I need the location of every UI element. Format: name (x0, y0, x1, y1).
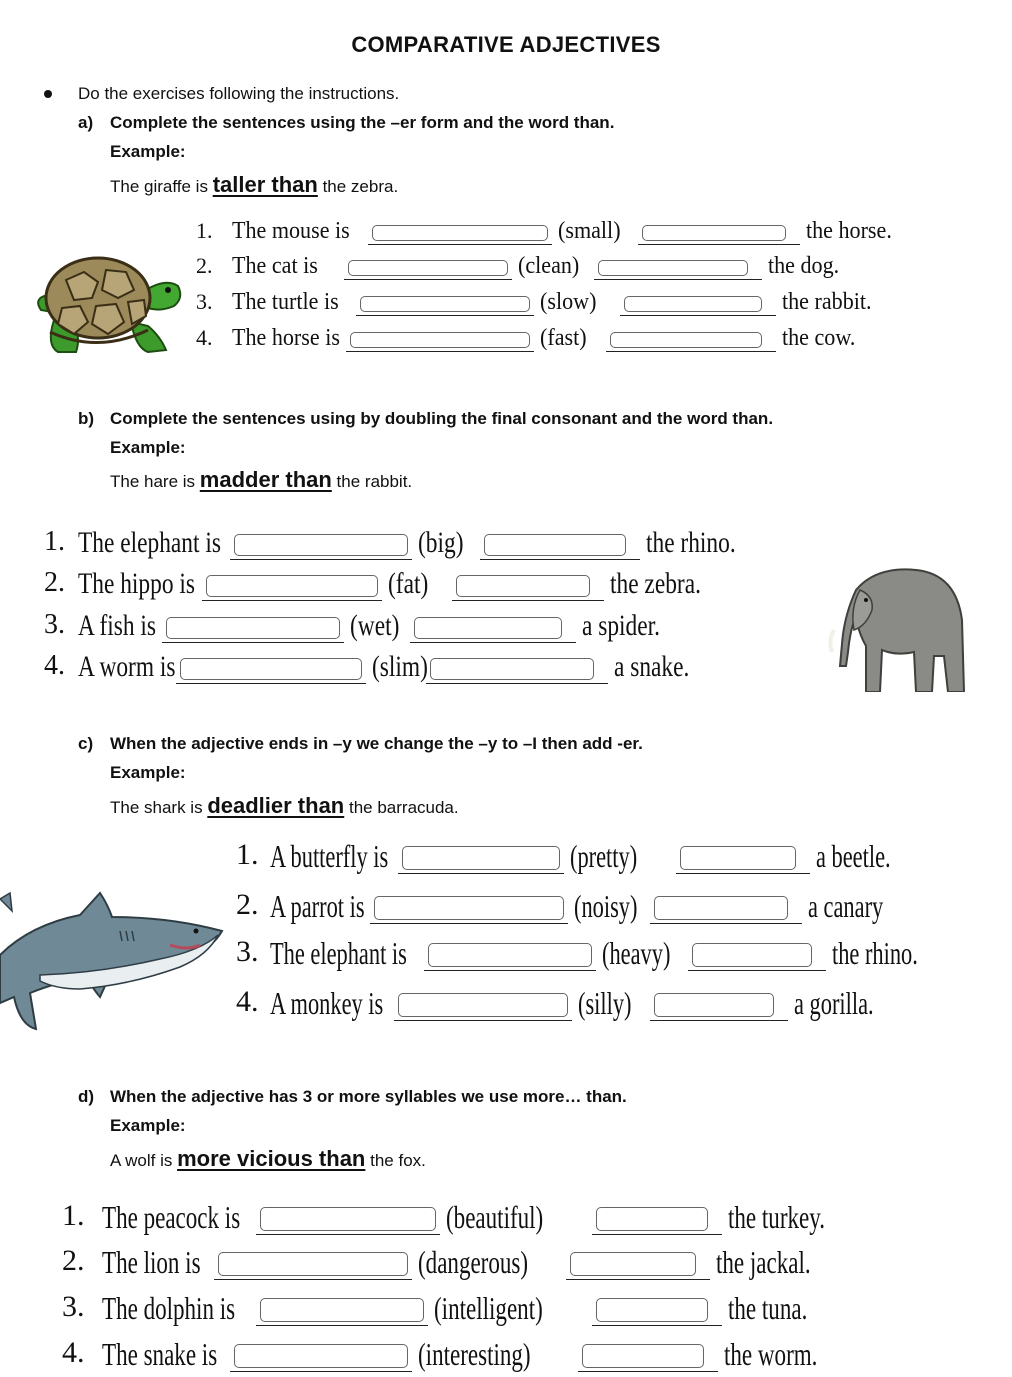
section-a-heading (78, 113, 614, 133)
answer-blank-than[interactable] (650, 991, 788, 1021)
question-subject: The hippo is (78, 567, 195, 600)
adjective-hint: (slow) (540, 289, 597, 315)
question-number: 4. (236, 985, 259, 1018)
section-d-heading (78, 1087, 627, 1107)
answer-blank-than[interactable] (566, 1250, 710, 1280)
answer-box[interactable] (654, 896, 788, 920)
example-answer: madder than (199, 467, 332, 492)
question-ending: the rhino. (646, 526, 736, 559)
question-subject: The dolphin is (102, 1290, 236, 1326)
adjective-hint: (silly) (578, 985, 632, 1021)
answer-box[interactable] (596, 1298, 708, 1322)
adjective-hint: (heavy) (602, 935, 671, 971)
example-before: The shark is (110, 798, 203, 817)
adjective-hint: (noisy) (574, 888, 638, 924)
adjective-hint: (clean) (518, 253, 580, 279)
question-number: 3. (236, 935, 259, 968)
example-before: A wolf is (110, 1151, 173, 1170)
answer-box[interactable] (374, 896, 564, 920)
example-after: the rabbit. (336, 472, 413, 491)
answer-blank-than[interactable] (606, 330, 776, 353)
question-number: 3. (62, 1290, 85, 1323)
question-number: 2. (62, 1244, 85, 1277)
answer-blank-comparative[interactable] (344, 258, 512, 281)
adjective-hint: (fast) (540, 325, 587, 351)
answer-blank-than[interactable] (452, 573, 604, 601)
question-ending: a canary (808, 888, 884, 924)
example-answer: taller than (212, 172, 318, 197)
section-a-example-sentence (110, 172, 398, 198)
question-subject: The lion is (102, 1244, 201, 1280)
example-before: The giraffe is (110, 177, 208, 196)
answer-blank-than[interactable] (480, 532, 640, 560)
question-subject: A fish is (78, 609, 157, 642)
answer-box[interactable] (598, 260, 748, 277)
answer-box[interactable] (610, 332, 762, 349)
answer-box[interactable] (260, 1207, 436, 1231)
question-subject: The horse is (232, 325, 340, 351)
section-c-heading-text: When the adjective ends in –y we change the –y to –I then add -er. (110, 734, 643, 753)
adjective-hint: (big) (418, 526, 464, 559)
question-ending: a snake. (614, 650, 690, 683)
answer-blank-comparative[interactable] (346, 330, 534, 353)
question-subject: The elephant is (270, 935, 407, 971)
answer-box[interactable] (624, 296, 762, 313)
answer-blank-comparative[interactable] (370, 894, 568, 924)
answer-blank-comparative[interactable] (162, 615, 344, 643)
question-number: 4. (62, 1336, 85, 1369)
answer-blank-than[interactable] (688, 941, 826, 971)
question-ending: a gorilla. (794, 985, 874, 1021)
page-title: COMPARATIVE ADJECTIVES (351, 32, 661, 57)
example-after: the fox. (370, 1151, 426, 1170)
question-ending: the zebra. (610, 567, 701, 600)
answer-box[interactable] (372, 225, 548, 242)
answer-blank-than[interactable] (410, 615, 576, 643)
answer-box[interactable] (180, 658, 362, 680)
question-number: 3. (44, 609, 65, 640)
question-subject: A monkey is (270, 985, 384, 1021)
turtle-illustration (36, 250, 186, 360)
section-d-example-label: Example: (110, 1116, 186, 1135)
answer-box[interactable] (398, 993, 568, 1017)
answer-blank-than[interactable] (650, 894, 802, 924)
answer-blank-comparative[interactable] (214, 1250, 412, 1280)
adjective-hint: (interesting) (418, 1336, 531, 1372)
instruction-text: Do the exercises following the instructions. (78, 84, 400, 103)
answer-box[interactable] (430, 658, 594, 680)
answer-blank-comparative[interactable] (202, 573, 382, 601)
question-ending: the turkey. (728, 1199, 826, 1235)
section-a-label: a) (78, 113, 94, 132)
section-d-label: d) (78, 1087, 95, 1106)
section-c-label: c) (78, 734, 94, 753)
answer-box[interactable] (414, 617, 562, 639)
section-c-heading (78, 734, 643, 754)
question-number: 4. (196, 325, 213, 350)
section-b-label: b) (78, 409, 95, 428)
answer-box[interactable] (582, 1344, 704, 1368)
adjective-hint: (wet) (350, 609, 400, 642)
question-number: 2. (196, 253, 213, 278)
answer-box[interactable] (166, 617, 340, 639)
question-number: 3. (196, 289, 213, 314)
answer-blank-than[interactable] (676, 844, 810, 874)
answer-box[interactable] (692, 943, 812, 967)
answer-blank-comparative[interactable] (356, 294, 534, 317)
section-b-heading-text: Complete the sentences using by doubling the final consonant and the word than. (110, 409, 774, 428)
adjective-hint: (slim) (372, 650, 428, 683)
example-after: the barracuda. (348, 798, 459, 817)
answer-blank-comparative[interactable] (398, 844, 564, 874)
section-c-example-label: Example: (110, 763, 186, 782)
adjective-hint: (dangerous) (418, 1244, 529, 1280)
question-subject: The mouse is (232, 218, 350, 244)
question-number: 1. (44, 526, 65, 557)
question-subject: The elephant is (78, 526, 221, 559)
question-number: 2. (236, 888, 259, 921)
answer-box[interactable] (206, 575, 378, 597)
section-a-heading-text: Complete the sentences using the –er form and the word than. (110, 113, 615, 132)
question-subject: The cat is (232, 253, 318, 279)
question-number: 2. (44, 567, 65, 598)
adjective-hint: (fat) (388, 567, 429, 600)
answer-box[interactable] (680, 846, 796, 870)
question-subject: A worm is (78, 650, 176, 683)
question-ending: the dog. (768, 253, 840, 279)
answer-blank-comparative[interactable] (256, 1205, 440, 1235)
answer-blank-than[interactable] (592, 1205, 722, 1235)
answer-box[interactable] (402, 846, 560, 870)
answer-box[interactable] (456, 575, 590, 597)
answer-box[interactable] (570, 1252, 696, 1276)
question-ending: the jackal. (716, 1244, 811, 1280)
adjective-hint: (small) (558, 218, 621, 244)
example-answer: deadlier than (207, 793, 345, 818)
example-answer: more vicious than (177, 1146, 366, 1171)
section-b-example-label: Example: (110, 438, 186, 457)
answer-blank-than[interactable] (620, 294, 776, 317)
adjective-hint: (beautiful) (446, 1199, 544, 1235)
answer-box[interactable] (234, 534, 408, 556)
question-subject: The snake is (102, 1336, 218, 1372)
adjective-hint: (pretty) (570, 838, 638, 874)
question-subject: A parrot is (270, 888, 365, 924)
answer-blank-comparative[interactable] (230, 532, 412, 560)
section-a-example-label: Example: (110, 142, 186, 161)
question-number: 1. (62, 1199, 85, 1232)
question-ending: the tuna. (728, 1290, 808, 1326)
answer-box[interactable] (350, 332, 530, 349)
example-after: the zebra. (322, 177, 399, 196)
answer-blank-comparative[interactable] (368, 223, 552, 246)
bullet-point (44, 90, 52, 98)
answer-blank-than[interactable] (578, 1342, 718, 1372)
question-ending: the rhino. (832, 935, 918, 971)
question-number: 1. (196, 218, 213, 243)
question-ending: a beetle. (816, 838, 891, 874)
answer-box[interactable] (484, 534, 626, 556)
section-c-example-sentence (110, 793, 459, 819)
question-subject: The turtle is (232, 289, 339, 315)
adjective-hint: (intelligent) (434, 1290, 543, 1326)
answer-box[interactable] (642, 225, 786, 242)
section-d-example-sentence (110, 1146, 426, 1172)
answer-box[interactable] (260, 1298, 424, 1322)
answer-blank-comparative[interactable] (230, 1342, 412, 1372)
question-ending: the cow. (782, 325, 856, 351)
question-subject: The peacock is (102, 1199, 241, 1235)
question-ending: a spider. (582, 609, 660, 642)
shark-illustration (0, 885, 225, 1035)
answer-blank-than[interactable] (638, 223, 800, 246)
section-b-heading (78, 409, 773, 429)
answer-blank-comparative[interactable] (176, 656, 366, 684)
answer-box[interactable] (654, 993, 774, 1017)
example-before: The hare is (110, 472, 196, 491)
question-ending: the horse. (806, 218, 892, 244)
answer-box[interactable] (428, 943, 592, 967)
section-d-heading-text: When the adjective has 3 or more syllables we use more… than. (110, 1087, 627, 1106)
question-ending: the worm. (724, 1336, 818, 1372)
question-subject: A butterfly is (270, 838, 389, 874)
answer-blank-than[interactable] (594, 258, 762, 281)
answer-box[interactable] (234, 1344, 408, 1368)
question-number: 1. (236, 838, 259, 871)
answer-box[interactable] (348, 260, 508, 277)
answer-box[interactable] (360, 296, 530, 313)
answer-blank-than[interactable] (592, 1296, 722, 1326)
section-b-example-sentence (110, 467, 412, 493)
answer-box[interactable] (596, 1207, 708, 1231)
answer-blank-than[interactable] (426, 656, 608, 684)
question-number: 4. (44, 650, 65, 681)
answer-blank-comparative[interactable] (394, 991, 572, 1021)
answer-blank-comparative[interactable] (424, 941, 596, 971)
elephant-illustration (826, 560, 968, 692)
question-ending: the rabbit. (782, 289, 872, 315)
answer-box[interactable] (218, 1252, 408, 1276)
answer-blank-comparative[interactable] (256, 1296, 428, 1326)
